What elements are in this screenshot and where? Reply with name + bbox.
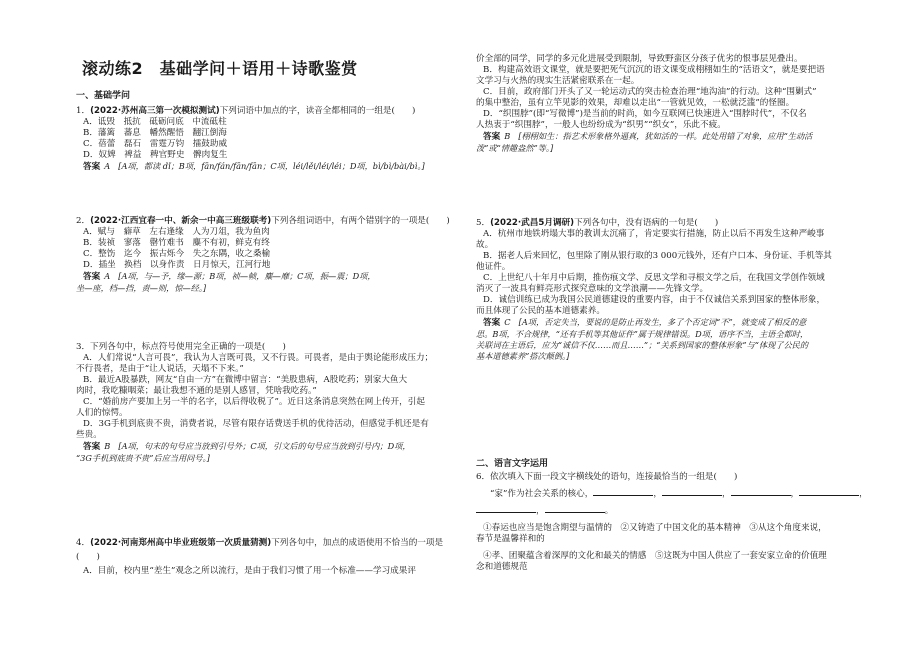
q4-option-a: A．目前，校内里“差生”观念之所以流行，是由于我们习惯了用一个标准——学习成果评: [83, 566, 416, 576]
q6-stem: 6．依次填入下面一段文字横线处的语句，连接最恰当的一组是( ): [476, 472, 738, 482]
question-2: [76, 216, 450, 294]
q4-answer-line1: B [栩栩如生：指艺术形象格外逼真，犹如活的一样。此处用错了对象，应用“生动活: [504, 131, 813, 141]
q5-line: A．杭州市地铁坍塌大事的教训太沉痛了，肯定要实行措施，防止以后不再发生这种严峻事: [483, 229, 825, 239]
q5-answer-line4: 基本道德素养”搭次颠倒。]: [476, 351, 570, 361]
q6-item-line: ①春运也应当是饱含期望与温情的 ②又铸造了中国文化的基本精神 ③从这个角度来说，: [483, 523, 827, 533]
q5-answer-line2: 思。B项，不合规律，“还有手机等其他证件”属于规律错误。D项，语序不当，主语全都时，: [476, 329, 809, 339]
q5-source: (2022·武昌5月调研): [490, 218, 575, 228]
q4-paren: ( ): [76, 552, 100, 562]
q4-answer-label: 答案: [483, 132, 501, 142]
q6-text: “家”作为社会关系的核心，: [490, 489, 594, 499]
q5-line: 而且体现了公民的基本道德素养。: [476, 306, 605, 316]
fill-blank: [731, 487, 791, 496]
q2-number: 2．: [76, 216, 91, 226]
q4-cont-line: 价全部的同学，同学的多元化进展受到限制，导致野蛮区分孩子优劣的恨事层见叠出。: [476, 54, 803, 64]
q5-stem: 下列各句中，没有语病的一句是( ): [574, 218, 719, 228]
q3-line: B．最近A股暴跌，网友“自由一方”在微博中留言：“美股患病，A股吃药；别家大鱼大: [83, 375, 408, 385]
fill-blank: [662, 487, 722, 496]
q5-line: C．上世纪八十年月中后期，推伤痕文学、反思文学和寻根文学之后，在我国文学创作领域: [483, 273, 825, 283]
question-4-continued: [476, 54, 856, 154]
q4-stem: 下列各句中，加点的成语使用不恰当的一项是: [271, 538, 444, 548]
q3-line: 些贵。: [76, 430, 102, 440]
q2-answer-line1: A [A项，与—予，缘—源；B项，祯—帧，麋—靡；C项，振—震；D项，: [104, 271, 376, 281]
q2-option-d: D．插坐 换档 以身作责 日月惊天，江河行地: [83, 260, 271, 270]
q4-cont-line: 人热衷于“织围脖”，一般人也纷纷成为“织男”“织女”，乐此不疲。: [476, 120, 726, 130]
q3-line: C．“婚前房产要加上另一半的名字，以后得收税了”。近日这条消息突然在网上传开，引起: [83, 397, 425, 407]
fill-blank: [593, 487, 653, 496]
q1-option-d: D．奴婢 裨益 稗官野史 髀肉复生: [83, 150, 228, 160]
q3-stem: 3．下列各句中，标点符号使用完全正确的一项是( ): [76, 342, 286, 352]
q3-line: 肉时，我吃糠咽菜；最让我想不通的是别人感冒，凭啥我吃药。”: [76, 386, 317, 396]
question-4: [76, 538, 450, 577]
section-heading-language: 二、语言文字运用: [476, 459, 549, 469]
q1-source: (2022·苏州高三第一次模拟测试): [90, 106, 220, 116]
q3-answer-line1: B [A项，句末的句号应当放到引号外；C项，引文后的句号应当放到引号内；D项，: [104, 441, 411, 451]
q1-option-c: C．蓓蕾 磊石 雷霆万钧 擂鼓助威: [83, 139, 228, 149]
q2-option-c: C．整饬 迄今 振古烁今 失之东隅，收之桑榆: [83, 249, 271, 259]
q3-line: 人们的惊愕。: [76, 408, 128, 418]
q5-line: B．据老人后来回忆，包里除了刚从银行取的3 000元钱外，还有户口本、身份证、手机等其: [483, 251, 832, 261]
q4-cont-line: 的集中整治，虽有立竿见影的效果，却难以走出“一管就见效，一松就泛滥”的怪圈。: [476, 98, 795, 108]
q5-answer-line1: C [A项，否定失当，要说的是防止再发生，多了个否定词“不”，就变成了相反的意: [504, 317, 807, 327]
q5-number: 5．: [476, 218, 491, 228]
q4-number: 4．: [76, 538, 91, 548]
question-5: [476, 218, 856, 362]
q2-option-a: A．赋与 癖草 左右逢缘 人为刀俎，我为鱼肉: [83, 227, 270, 237]
question-3: [76, 342, 450, 464]
q5-answer-line3: 关联词在主语后，应为“诚信不仅……而且……”；“关系到国家的整体形象”与“体现了公民的: [476, 340, 809, 350]
q1-option-a: A．诋毁 抵抗 砥砺问底 中流砥柱: [83, 117, 227, 127]
q3-line: 不行畏者，是由于“让人说话，天塌不下来。”: [76, 364, 244, 374]
q4-cont-line: B．构建高效语文课堂，就是要把死气沉沉的语文课变成栩栩如生的“活语文”，就是要把语: [483, 65, 825, 75]
q6-item-line: 念和道德规范: [476, 562, 528, 572]
question-6: 6．依次填入下面一段文字横线处的语句，连接最恰当的一组是( ) “家”作为社会关系的核心， ， ， ， ， ， 。 ①春运也应当是饱含期望与温情的 ②又铸造了中国文化的基本精神 ③从这个角度来说， 春节是温馨祥和的 ④孝、团聚蕴含着深厚的文化和最关的情感 ⑤这既为中国人供应了一套安家立命的价值理 念和道德规范: [476, 472, 868, 572]
q3-answer-label: 答案: [83, 442, 101, 452]
section-heading-basic: 一、基础学问: [76, 91, 131, 101]
q4-source: (2022·河南郑州高中毕业班级第一次质量猜测): [90, 538, 272, 548]
q1-answer-label: 答案: [83, 162, 101, 172]
q3-answer-line2: “3G手机到底贵不贵”后应当用问号。]: [76, 453, 210, 463]
q2-answer-line2: 坐—座，档—挡，责—则，惊—经。]: [76, 283, 207, 293]
q2-answer-label: 答案: [83, 272, 101, 282]
q3-line: D．3G手机到底贵不贵，消费者说，尽管有限存话费送手机的优待活动，但感觉手机还是有: [83, 419, 429, 429]
fill-blank: [799, 487, 859, 496]
q5-line: 消灭了一波具有鲜亮形式探究意味的文学浪潮——先锋文学。: [476, 284, 709, 294]
fill-blank: [545, 504, 605, 513]
q1-answer: A [A项，都读 dǐ；B项，fān/fán/fān/fān；C项，léi/lěi/léi/léi；D项，bì/bì/bài/bì。]: [104, 161, 425, 171]
q2-stem: 下列各组词语中，有两个错别字的一项是( ): [271, 216, 450, 226]
q5-answer-label: 答案: [483, 318, 501, 328]
q5-line: 故。: [476, 240, 494, 250]
page-title: 滚动练2 基础学问＋语用＋诗歌鉴赏: [82, 59, 358, 78]
q4-cont-line: D．“织围脖”(即“写微博”)是当前的时尚，如今互联网已快速进入“围脖时代”，不仅名: [483, 109, 807, 119]
q4-cont-line: C．目前，政府部门开头了又一轮运动式的突击检查治理“地沟油”的行动。这种“围剿式”: [483, 87, 817, 97]
q1-option-b: B．藩篱 蕃息 幡然醒悟 翻江倒海: [83, 128, 227, 138]
q4-answer-line2: 泼”或“情趣盎然”等。]: [476, 143, 554, 153]
q4-cont-line: 文学习与火热的现实生活紧密联系在一起。: [476, 76, 640, 86]
q1-stem: 下列词语中加点的字，读音全都相同的一组是( ): [219, 106, 416, 116]
question-1: [76, 106, 450, 173]
q1-number: 1．: [76, 106, 91, 116]
fill-blank: [476, 504, 536, 513]
q2-source: (2022·江西宜春一中、新余一中高三班级联考): [90, 216, 272, 226]
q6-item-line: ④孝、团聚蕴含着深厚的文化和最关的情感 ⑤这既为中国人供应了一套安家立命的价值理: [483, 551, 827, 561]
q5-line: D．诚信训练已成为我国公民道德建设的重要内容，由于不仅诚信关系到国家的整体形象，: [483, 295, 826, 305]
q2-option-b: B．装祯 寥落 罄竹难书 麋不有初，鲜克有终: [83, 238, 270, 248]
q5-line: 他证件。: [476, 262, 511, 272]
q6-item-line: 春节是温馨祥和的: [476, 534, 545, 544]
q3-line: A．人们常说“人言可畏”，我认为人言既可畏，又不行畏。可畏者，是由于舆论能形成压力；: [83, 353, 434, 363]
